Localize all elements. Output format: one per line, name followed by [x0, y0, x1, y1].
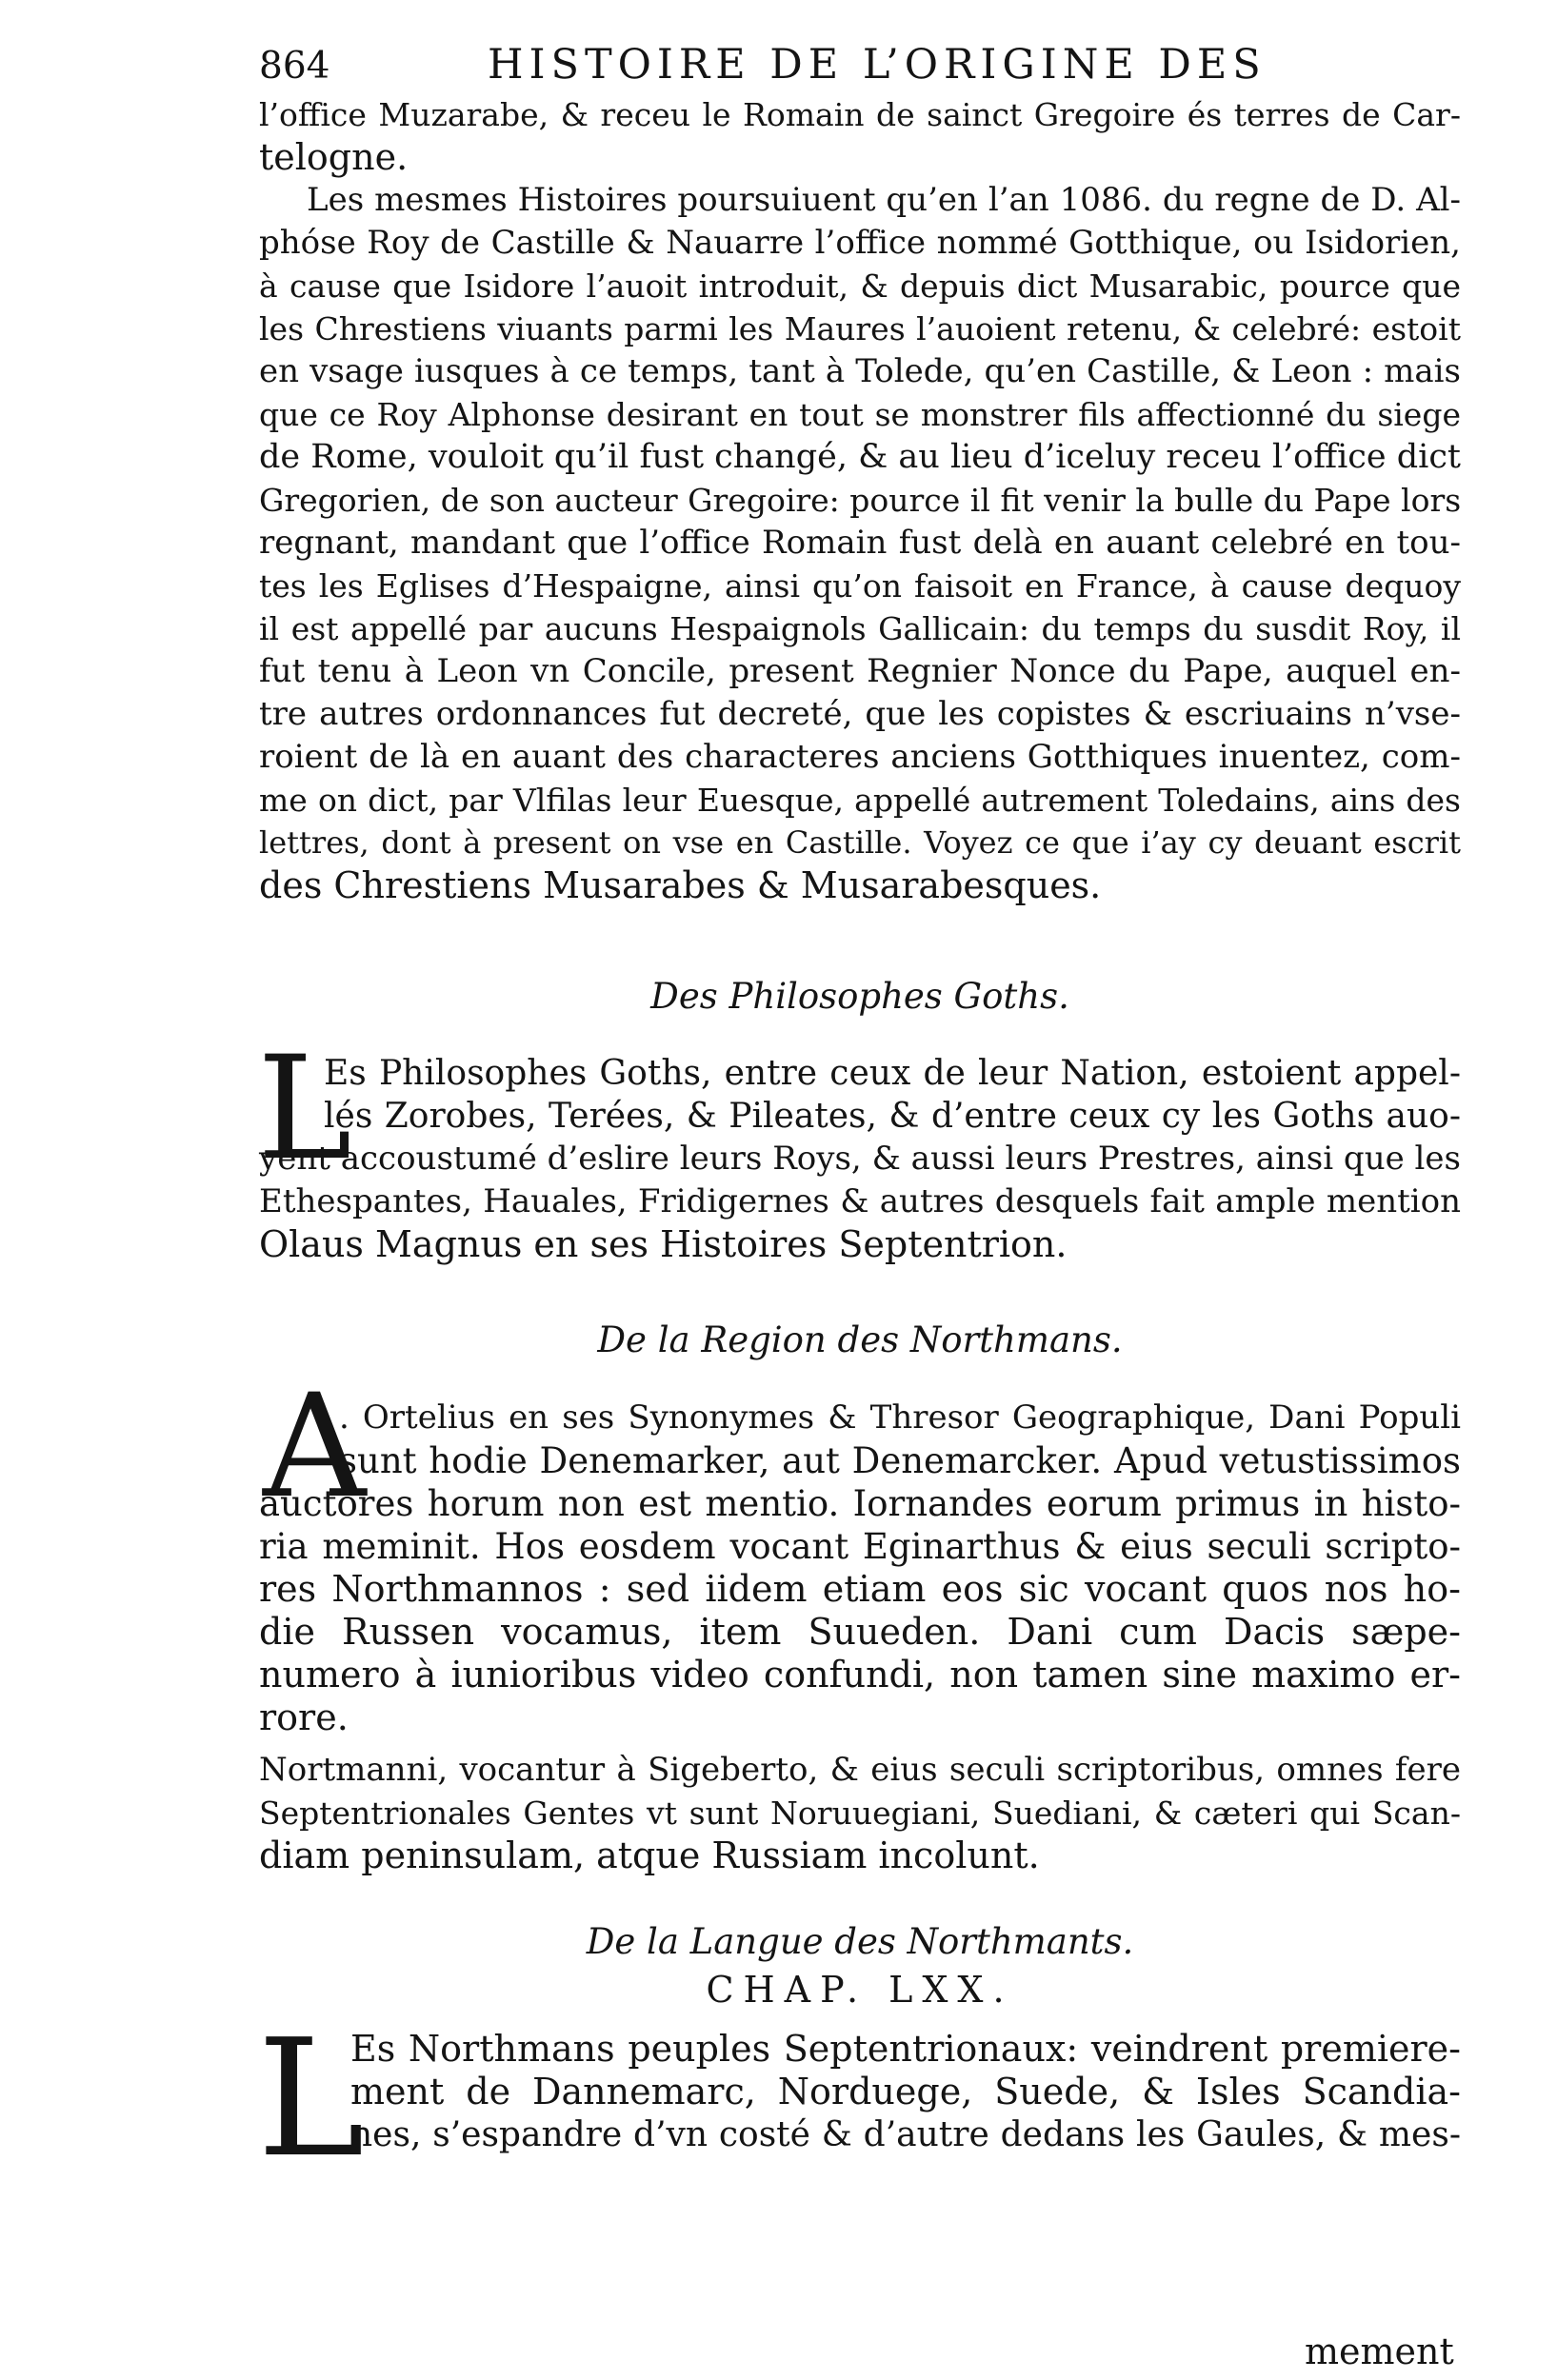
- text-line: auctores horum non est mentio. Iornandes eorum primus in histo-: [259, 1483, 1461, 1524]
- running-title: HISTOIRE DE L’ORIGINE DES: [488, 41, 1267, 89]
- text-line: nes, s’espandre d’vn costé & d’autre dedans les Gaules, & mes-: [350, 2115, 1461, 2154]
- text-line: sunt hodie Denemarker, aut Denemarcker. Apud vetustissimos: [339, 1440, 1461, 1481]
- text-line: Ethespantes, Hauales, Fridigernes & autres desquels fait ample mention: [259, 1182, 1461, 1220]
- catchword: mement: [1305, 2330, 1454, 2372]
- text-line: ria meminit. Hos eosdem vocant Eginarthus & eius seculi scripto-: [259, 1526, 1461, 1567]
- text-line: Les mesmes Histoires poursuiuent qu’en l’an 1086. du regne de D. Al-: [307, 181, 1461, 219]
- text-line: ment de Dannemarc, Norduege, Suede, & Isles Scandia-: [350, 2071, 1461, 2112]
- text-line: de Rome, vouloit qu’il fust changé, & au lieu d’iceluy receu l’office dict: [259, 438, 1461, 476]
- drop-cap-l: L: [257, 2005, 365, 2193]
- text-line: tes les Eglises d’Hespaigne, ainsi qu’on faisoit en France, à cause dequoy: [259, 567, 1461, 605]
- text-line: phóse Roy de Castille & Nauarre l’office nommé Gotthique, ou Isidorien,: [259, 224, 1461, 262]
- drop-cap-wrapped-lines: [350, 2028, 1461, 2156]
- text-line: res Northmannos : sed iidem etiam eos sic vocant quos nos ho-: [259, 1568, 1461, 1610]
- text-line: Olaus Magnus en ses Histoires Septentrion.: [259, 1223, 1068, 1265]
- text-line: roient de là en auant des characteres anciens Gotthiques inuentez, com-: [259, 738, 1461, 776]
- section-philosophes-text: [259, 1138, 1461, 1266]
- running-head: [259, 36, 1267, 95]
- section-nortmanni-paragraph: [259, 1749, 1461, 1877]
- heading-region-northmans: De la Region des Northmans.: [597, 1319, 1123, 1360]
- text-line: fut tenu à Leon vn Concile, present Regnier Nonce du Pape, auquel en-: [259, 652, 1461, 690]
- text-line: il est appellé par aucuns Hespaignols Gallicain: du temps du susdit Roy, il: [259, 610, 1461, 647]
- text-line: regnant, mandant que l’office Romain fust delà en auant celebré en tou-: [259, 524, 1461, 562]
- drop-cap-l: L: [257, 1026, 352, 1192]
- text-line: die Russen vocamus, item Suueden. Dani cum Dacis sæpe-: [259, 1611, 1461, 1653]
- text-line: des Chrestiens Musarabes & Musarabesques.: [259, 864, 1102, 906]
- text-line: Septentrionales Gentes vt sunt Noruuegiani, Suediani, & cæteri qui Scan-: [259, 1795, 1461, 1832]
- page-number: 864: [259, 45, 330, 88]
- text-line: que ce Roy Alphonse desirant en tout se monstrer fils affectionné du siege: [259, 396, 1461, 433]
- drop-cap-wrapped-lines: [324, 1052, 1461, 1138]
- section-region-text: [259, 1482, 1461, 1739]
- heading-philosophes-goths: Des Philosophes Goths.: [650, 976, 1069, 1017]
- text-line: Es Philosophes Goths, entre ceux de leur Nation, estoient appel-: [324, 1054, 1461, 1093]
- drop-cap-a: A: [263, 1364, 367, 1530]
- text-line: Es Northmans peuples Septentrionaux: veindrent premiere-: [350, 2028, 1461, 2070]
- text-line: en vsage iusques à ce temps, tant à Tolede, qu’en Castille, & Leon : mais: [259, 352, 1461, 390]
- text-line: lés Zorobes, Terées, & Pileates, & d’entre ceux cy les Goths auo-: [324, 1097, 1461, 1136]
- text-line: me on dict, par Vlfilas leur Euesque, appellé autrement Toledains, ains des: [259, 782, 1461, 819]
- chapter-number: CHAP. LXX.: [706, 1969, 1014, 2011]
- text-line: tre autres ordonnances fut decreté, que les copistes & escriuains n’vse-: [259, 695, 1461, 733]
- text-line: numero à iunioribus video confundi, non tamen sine maximo er-: [259, 1654, 1461, 1696]
- text-line: Gregorien, de son aucteur Gregoire: pource il fit venir la bulle du Pape lors: [259, 482, 1462, 519]
- text-line: Nortmanni, vocantur à Sigeberto, & eius seculi scriptoribus, omnes fere: [259, 1751, 1461, 1789]
- text-line: lettres, dont à present on vse en Castille. Voyez ce que i’ay cy deuant escrit: [259, 824, 1461, 861]
- text-line: . Ortelius en ses Synonymes & Thresor Geographique, Dani Populi: [339, 1398, 1461, 1437]
- text-line: diam peninsulam, atque Russiam incolunt.: [259, 1835, 1040, 1876]
- text-line: à cause que Isidore l’auoit introduit, & depuis dict Musarabic, pource que: [259, 268, 1461, 305]
- text-line: telogne.: [259, 136, 409, 178]
- text-line: l’office Muzarabe, & receu le Romain de sainct Gregoire és terres de Car-: [259, 96, 1461, 133]
- section-continued-text: [259, 93, 1461, 907]
- text-line: yent accoustumé d’eslire leurs Roys, & aussi leurs Prestres, ainsi que les: [259, 1140, 1461, 1178]
- drop-cap-wrapped-lines: [339, 1397, 1461, 1482]
- text-line: rore.: [259, 1696, 349, 1738]
- text-line: les Chrestiens viuants parmi les Maures l’auoient retenu, & celebré: estoit: [259, 310, 1461, 347]
- heading-langue-northmants: De la Langue des Northmants.: [586, 1921, 1134, 1962]
